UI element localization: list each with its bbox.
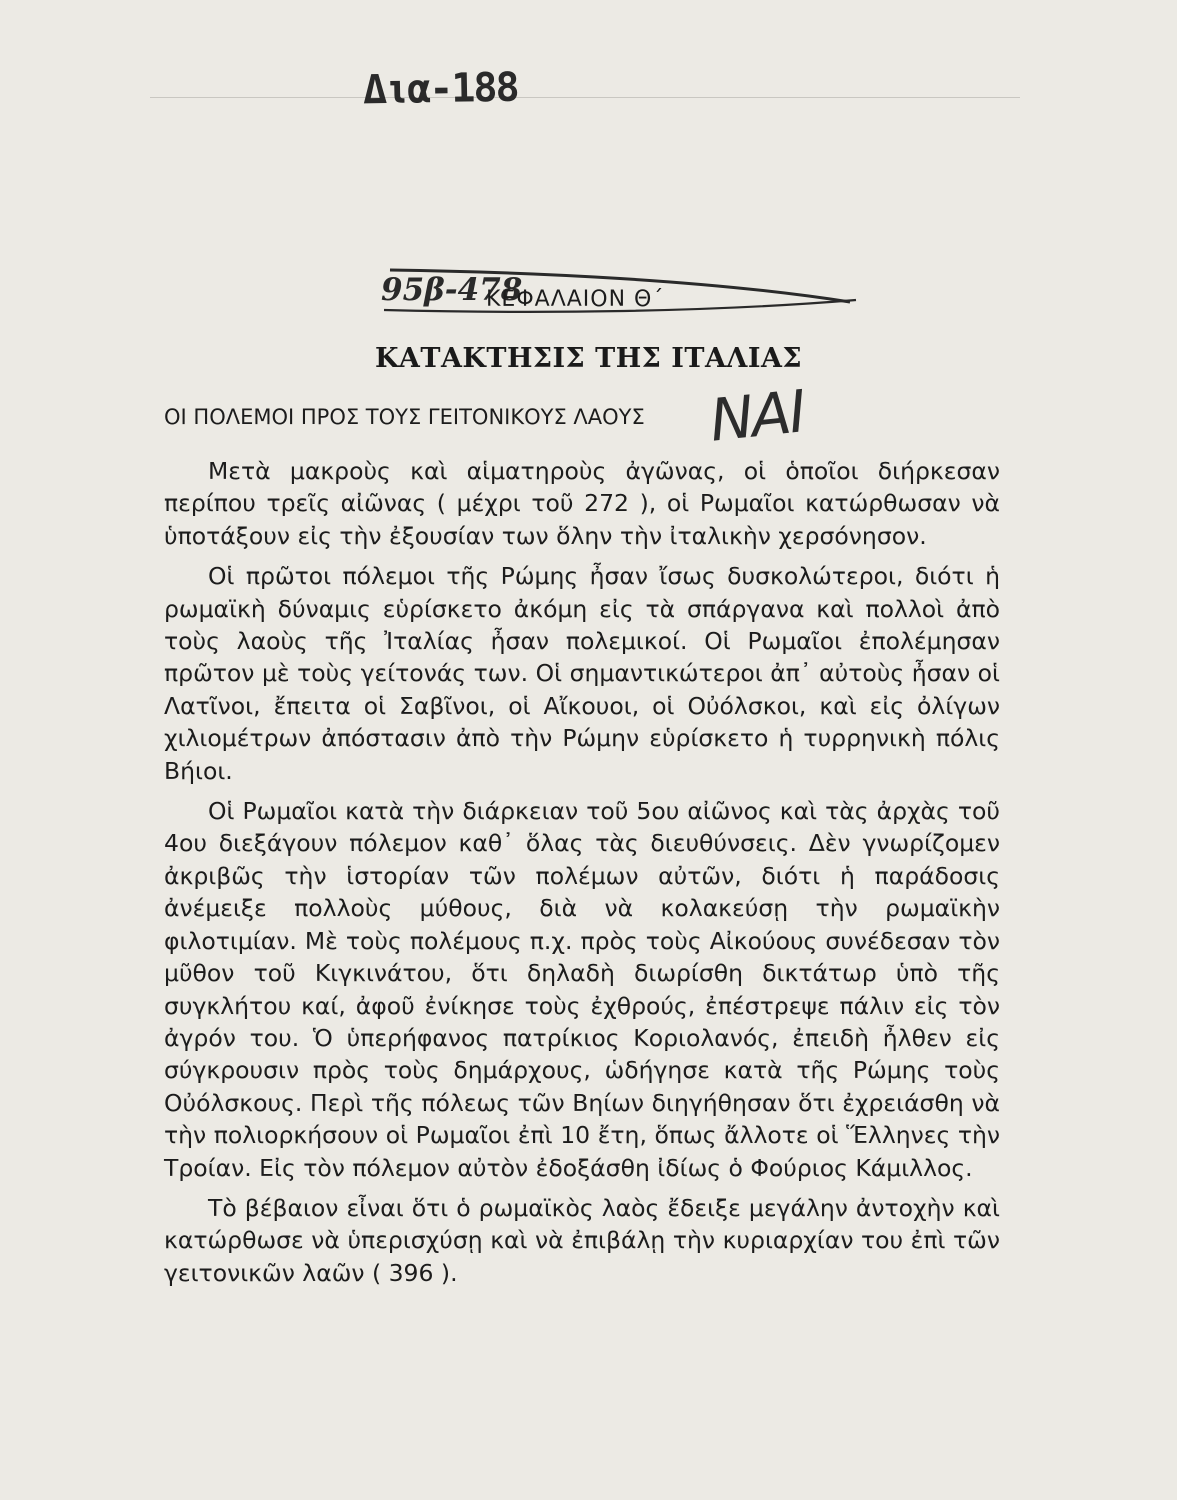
section-heading: ΟΙ ΠΟΛΕΜΟΙ ΠΡΟΣ ΤΟΥΣ ΓΕΙΤΟΝΙΚΟΥΣ ΛΑΟΥΣ — [164, 405, 645, 429]
chapter-label: ΚΕΦΑΛΑΙΟΝ Θ΄ — [486, 287, 665, 312]
body-text — [164, 455, 1000, 1297]
paragraph: Μετὰ μακροὺς καὶ αἱματηροὺς ἀγῶνας, οἱ ὁποῖοι διήρκεσαν περίπου τρεῖς αἰῶνας ( μέχρι τοῦ 272 ), οἱ Ρωμαῖοι κατώρθωσαν νὰ ὑποτάξουν εἰς τὴν ἐξουσίαν των ὅλην τὴν ἰταλικὴν χερσόνησον. — [164, 457, 1000, 550]
chapter-title: ΚΑΤΑΚΤΗΣΙΣ ΤΗΣ ΙΤΑΛΙΑΣ — [374, 343, 803, 374]
archive-stamp: Δια-188 — [362, 64, 518, 114]
bleed-through-rule — [150, 97, 1020, 98]
paragraph: Οἱ Ρωμαῖοι κατὰ τὴν διάρκειαν τοῦ 5ου αἰῶνος καὶ τὰς ἀρχὰς τοῦ 4ου διεξάγουν πόλεμον καθ᾽ ὅλας τὰς διευθύνσεις. Δὲν γνωρίζομεν ἀκριβῶς τὴν ἱστορίαν τῶν πολέμων αὐτῶν, διότι ἡ παράδοσις ἀνέμειξε πολλοὺς μύθους, διὰ νὰ κολακεύσῃ τὴν ρωμαϊκὴν φιλοτιμίαν. Μὲ τοὺς πολέμους π.χ. πρὸς τοὺς Αἰκούους συνέδεσαν τὸν μῦθον τοῦ Κιγκινάτου, ὅτι δηλαδὴ διωρίσθη δικτάτωρ ὑπὸ τῆς συγκλήτου καί, ἀφοῦ ἐνίκησε τοὺς ἐχθρούς, ἐπέστρεψε πάλιν εἰς τὸν ἀγρόν του. Ὁ ὑπερήφανος πατρίκιος Κοριολανός, ἐπειδὴ ἦλθεν εἰς σύγκρουσιν πρὸς τοὺς δημάρχους, ὡδήγησε κατὰ τῆς Ρώμης τοὺς Οὐόλσκους. Περὶ τῆς πόλεως τῶν Βηίων διηγήθησαν ὅτι ἐχρειάσθη νὰ τὴν πολιορκήσουν οἱ Ρωμαῖοι ἐπὶ 10 ἔτη, ὅπως ἄλλοτε οἱ Ἕλληνες τὴν Τροίαν. Εἰς τὸν πόλεμον αὐτὸν ἐδοξάσθη ἰδίως ὁ Φούριος Κάμιλλος. — [164, 797, 1000, 1182]
handwritten-note: ΝΑΙ — [706, 377, 808, 455]
paragraph: Τὸ βέβαιον εἶναι ὅτι ὁ ρωμαϊκὸς λαὸς ἔδειξε μεγάλην ἀντοχὴν καὶ κατώρθωσε νὰ ὑπερισχύσῃ καὶ νὰ ἐπιβάλῃ τὴν κυριαρχίαν του ἐπὶ τῶν γειτονικῶν λαῶν ( 396 ). — [164, 1193, 1000, 1287]
paragraph: Οἱ πρῶτοι πόλεμοι τῆς Ρώμης ἦσαν ἴσως δυσκολώτεροι, διότι ἡ ρωμαϊκὴ δύναμις εὑρίσκετο ἀκόμη εἰς τὰ σπάργανα καὶ πολλοὶ ἀπὸ τοὺς λαοὺς τῆς Ἰταλίας ἦσαν πολεμικοί. Οἱ Ρωμαῖοι ἐπολέμησαν πρῶτον μὲ τοὺς γείτονάς των. Οἱ σημαντικώτεροι ἀπ᾽ αὐτοὺς ἦσαν οἱ Λατῖνοι, ἔπειτα οἱ Σαβῖνοι, οἱ Αἴκουοι, οἱ Οὐόλσκοι, καὶ εἰς ὀλίγων χιλιομέτρων ἀπόστασιν ἀπὸ τὴν Ρώμην εὑρίσκετο ἡ τυρρηνικὴ πόλις Βήιοι. — [164, 562, 1000, 785]
handwritten-chapter-number: 95β-478 — [381, 272, 523, 308]
